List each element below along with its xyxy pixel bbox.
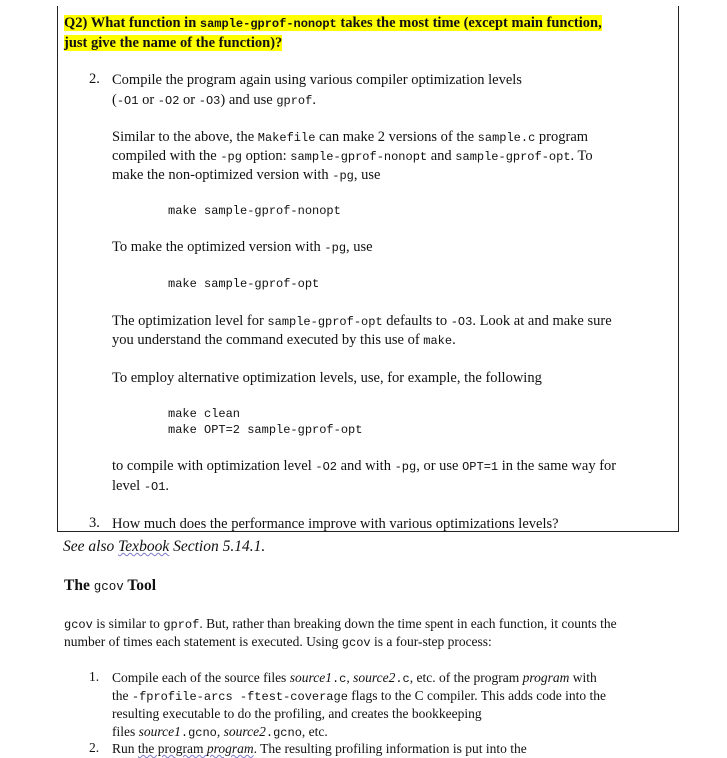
step2-number: 2. [89,740,100,755]
question-heading [64,13,602,34]
para5-line2: level -O1. [112,478,170,494]
para1-line1: Similar to the above, the Makefile can make 2 versions of the sample.c program [112,129,589,145]
gcov-intro-line2: number of times each statement is executed. Using gcov is a four-step process: [64,634,492,650]
code-make-opt: make sample-gprof-opt [168,277,320,291]
step1-line2: the -fprofile-arcs -ftest-coverage flags to the C compiler. This adds code into the [112,688,607,704]
code-make-clean: make clean [168,407,241,421]
gcov-heading: The gcov Tool [64,577,157,594]
step1-line1: Compile each of the source files source1.c, source2.c, etc. of the program program with [112,670,597,686]
para2: To make the optimized version with -pg, use [112,239,373,255]
question-line1: Q2) What function in sample-gprof-nonopt takes the most time (except main function, [64,15,602,31]
item3-number: 3. [89,515,100,531]
step2-line1: Run the program program. The resulting profiling information is put into the [112,741,527,756]
question-line2: just give the name of the function)? [64,35,283,51]
item2-line1: Compile the program again using various compiler optimization levels [112,72,522,88]
para3-line2: you understand the command executed by this use of make. [112,332,456,348]
step1-line4: files source1.gcno, source2.gcno, etc. [112,724,328,740]
item2-number: 2. [89,71,100,87]
item3-text: How much does the performance improve with various optimizations levels? [112,516,559,532]
step1-line3: resulting executable to do the profiling, and creates the bookkeeping [112,706,482,721]
code-make-nonopt: make sample-gprof-nonopt [168,204,341,218]
para5-line1: to compile with optimization level -O2 and with -pg, or use OPT=1 in the same way for [112,458,617,474]
gcov-intro-line1: gcov is similar to gprof. But, rather than breaking down the time spent in each function, it counts the [64,616,617,632]
para4: To employ alternative optimization levels, use, for example, the following [112,370,542,386]
item2-line2: (-O1 or -O2 or -O3) and use gprof. [112,92,316,108]
code-make-opt2: make OPT=2 sample-gprof-opt [168,423,363,437]
step1-number: 1. [89,669,100,684]
para3-line1: The optimization level for sample-gprof-opt defaults to -O3. Look at and make sure [112,313,612,329]
para1-line2: compiled with the -pg option: sample-gprof-nonopt and sample-gprof-opt. To [112,148,593,164]
see-also: See also Texbook Section 5.14.1. [63,538,266,555]
para1-line3: make the non-optimized version with -pg, use [112,167,381,183]
